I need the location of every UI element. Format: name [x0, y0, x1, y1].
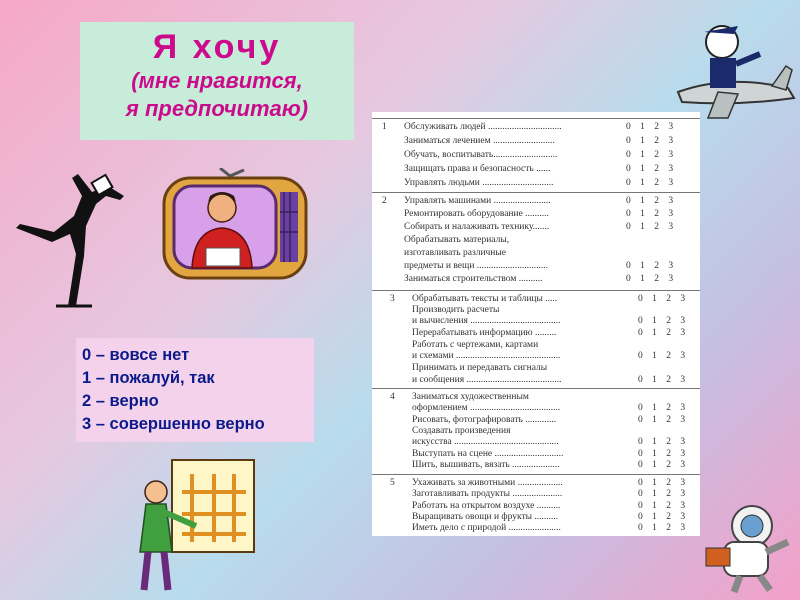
- astronaut-clipart: [700, 498, 794, 594]
- title-main: Я хочу: [152, 28, 282, 66]
- legend-item: 3 – совершенно верно: [82, 415, 265, 433]
- list-item: Собирать и налаживать технику....... 0 1 2 3: [404, 222, 674, 232]
- list-item: Обучать, воспитывать........................... 0 1 2 3: [404, 150, 674, 160]
- legend-item: 2 – верно: [82, 392, 159, 410]
- list-item: Рисовать, фотографировать ............. 0 1 2 3: [412, 415, 686, 425]
- title-sub-2: я предпочитаю): [125, 96, 309, 121]
- list-item: Заниматься строительством .......... 0 1 2 3: [404, 274, 674, 284]
- section-number: 2: [382, 196, 387, 206]
- section-number: 5: [390, 478, 395, 488]
- list-item: Принимать и передавать сигналы: [412, 363, 548, 373]
- list-item: Иметь дело с природой ...................... 0 1 2 3: [412, 523, 686, 533]
- list-item: Управлять машинами ........................ 0 1 2 3: [404, 196, 674, 206]
- list-item: Выступать на сцене ............................. 0 1 2 3: [412, 449, 686, 459]
- list-item: Производить расчеты: [412, 305, 500, 315]
- list-item: Создавать произведения: [412, 426, 511, 436]
- list-item: Заниматься лечением .......................... 0 1 2 3: [404, 136, 674, 146]
- airplane-clipart: [668, 14, 798, 124]
- section-number: 1: [382, 122, 387, 132]
- list-item: Защищать права и безопасность ...... 0 1 2 3: [404, 164, 674, 174]
- title-box: [80, 22, 354, 140]
- list-item: изготавливать различные: [404, 248, 506, 258]
- list-item: предметы и вещи .............................. 0 1 2 3: [404, 261, 674, 271]
- section-3: [372, 290, 700, 389]
- section-number: 4: [390, 392, 395, 402]
- list-item: и сообщения ........................................ 0 1 2 3: [412, 375, 686, 385]
- list-item: Ухаживать за животными ................... 0 1 2 3: [412, 478, 686, 488]
- tv-clipart: [160, 168, 310, 282]
- list-item: Работать с чертежами, картами: [412, 340, 539, 350]
- section-4: [372, 388, 700, 473]
- dancer-clipart: [12, 156, 132, 314]
- list-item: Обрабатывать тексты и таблицы ..... 0 1 2 3: [412, 294, 686, 304]
- list-item: и вычисления ...................................... 0 1 2 3: [412, 316, 686, 326]
- title-sub-1: (мне нравится,: [131, 68, 303, 93]
- list-item: Шить, вышивать, вязать .................... 0 1 2 3: [412, 460, 686, 470]
- section-2: [372, 192, 700, 289]
- list-item: Заниматься художественным: [412, 392, 529, 402]
- list-item: Ремонтировать оборудование .......... 0 1 2 3: [404, 209, 674, 219]
- list-item: Управлять людьми .............................. 0 1 2 3: [404, 178, 674, 188]
- list-item: оформлением ...................................... 0 1 2 3: [412, 403, 686, 413]
- legend-item: 1 – пожалуй, так: [82, 369, 215, 387]
- list-item: Обрабатывать материалы,: [404, 235, 510, 245]
- list-item: Заготавливать продукты ..................... 0 1 2 3: [412, 489, 686, 499]
- legend-item: 0 – вовсе нет: [82, 346, 190, 364]
- list-item: Обслуживать людей ............................... 0 1 2 3: [404, 122, 674, 132]
- teacher-clipart: [126, 456, 258, 594]
- list-item: и схемами ............................................ 0 1 2 3: [412, 351, 686, 361]
- score-legend: [76, 338, 314, 442]
- list-item: Выращивать овощи и фрукты .......... 0 1 2 3: [412, 512, 686, 522]
- list-item: искусства ............................................ 0 1 2 3: [412, 437, 686, 447]
- section-5: [372, 474, 700, 537]
- questionnaire-sheet: [372, 112, 700, 536]
- list-item: Перерабатывать информацию ......... 0 1 2 3: [412, 328, 686, 338]
- section-number: 3: [390, 294, 395, 304]
- section-1: [372, 118, 700, 193]
- list-item: Работать на открытом воздухе .......... 0 1 2 3: [412, 501, 686, 511]
